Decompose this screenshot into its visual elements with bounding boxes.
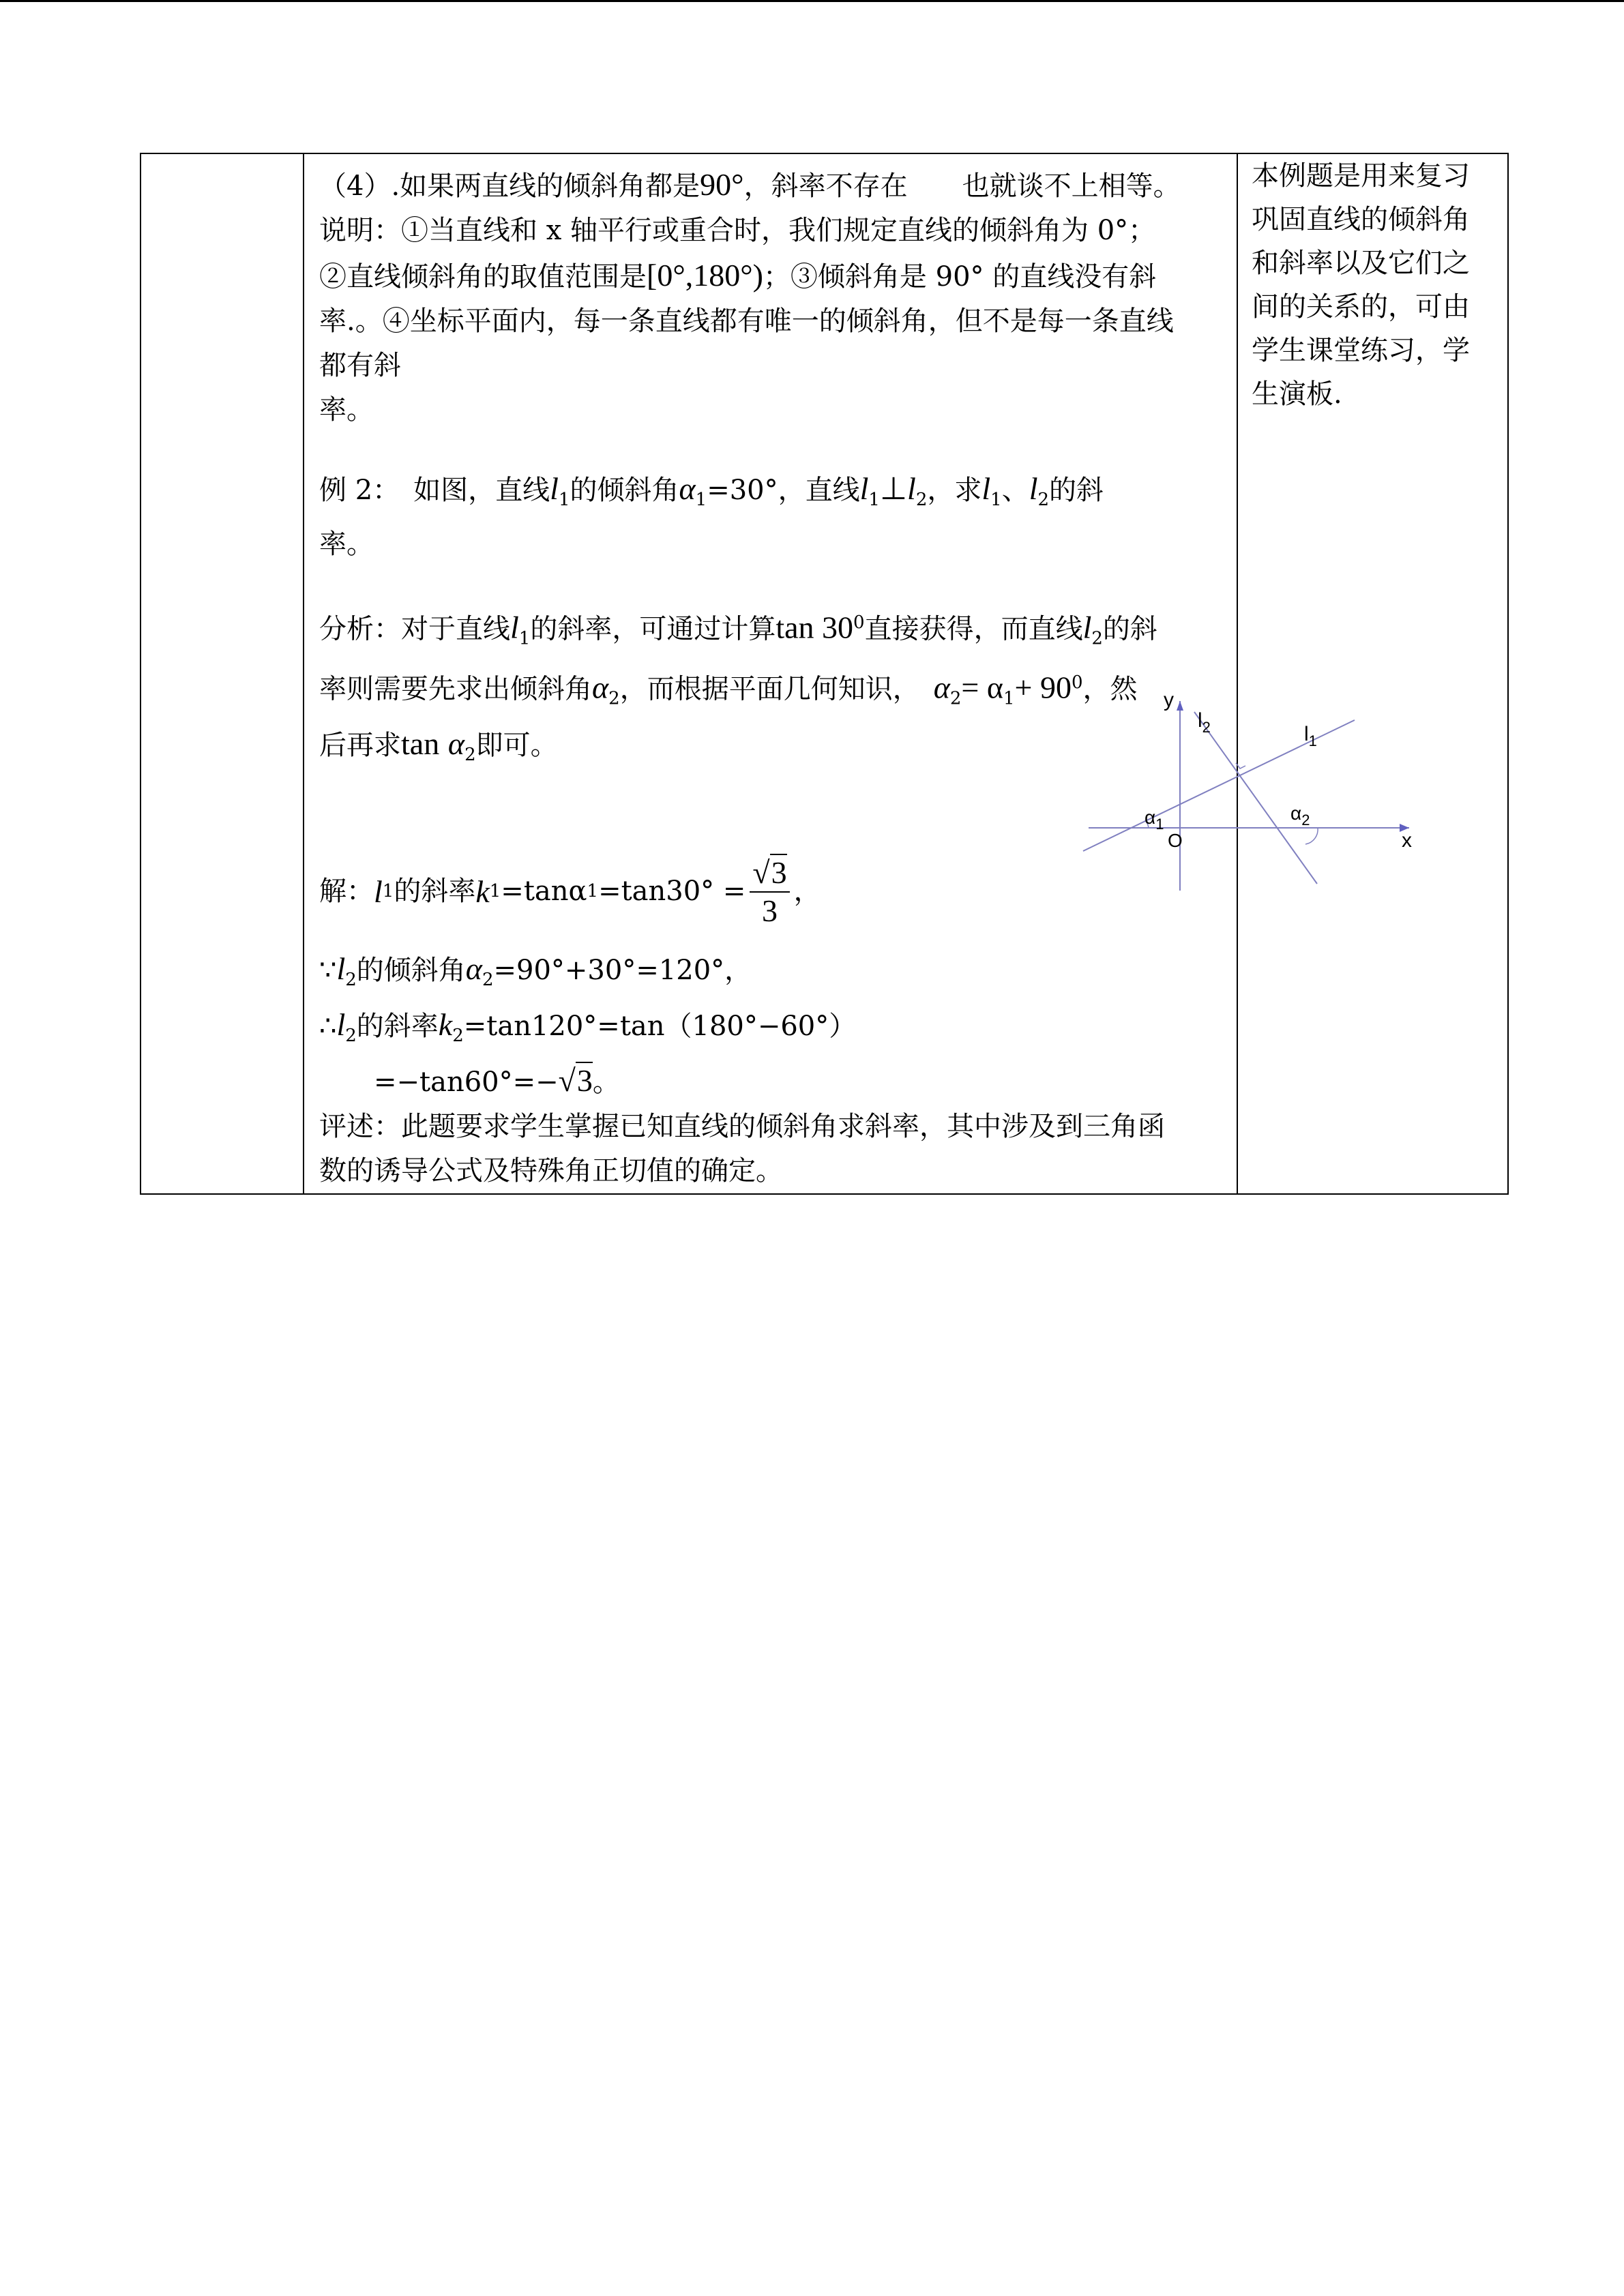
page-top-border (0, 0, 1624, 2)
solution-line-3: $\therefore l_2$的斜率$k_2=\tan 120^\circ=\tan(180^\circ-60^\circ)$ (319, 1007, 857, 1046)
explanation-line-4: 都有斜 (319, 350, 401, 381)
example-2-statement-end: 率。 (319, 528, 374, 560)
remark-cell (1237, 153, 1508, 1194)
explanation-line-2: ②直线倾斜角的取值范围是[0°,180°)；③倾斜角是 90° 的直线没有斜 (319, 258, 1157, 293)
review-line-2: 数的诱导公式及特殊角正切值的确定。 (319, 1154, 783, 1187)
l2-label: $l_2$ (1198, 709, 1211, 736)
teaching-remark (1238, 154, 1507, 416)
remark-line: 间的关系的，可由 (1252, 291, 1470, 323)
solution-line-4: =−tan60°=−√3。 (374, 1062, 620, 1098)
remark-line: 本例题是用来复习 (1252, 160, 1470, 192)
review-line-1: 评述：此题要求学生掌握已知直线的倾斜角求斜率，其中涉及到三角函 (319, 1110, 1165, 1142)
alpha2-arc (1305, 828, 1318, 844)
table-row (141, 153, 1508, 1194)
analysis-line-1: 分析：对于直线$l_1$的斜率，可通过计算$\tan 30^0$直接获得，而直线$l_2$的斜 (319, 610, 1157, 649)
explanation-line-1: 说明：①当直线和 x 轴平行或重合时，我们规定直线的倾斜角为 0°； (319, 215, 1156, 246)
line-l2 (1194, 712, 1317, 884)
solution-line-1: 解： l 1 的斜率 k 1 =tanα 1 =tan30° = $\frac{√3}{3}$ ， (319, 854, 821, 928)
remark-line: 巩固直线的倾斜角 (1252, 204, 1470, 235)
explanation-line-5: 率。 (319, 394, 374, 426)
l1-label: $l_1$ (1304, 723, 1317, 749)
right-angle-mark (1236, 763, 1245, 769)
remark-line: 生演板. (1252, 378, 1342, 410)
origin-label: O (1168, 830, 1183, 851)
example-2-statement: 例 2： 如图，直线$l_1$的倾斜角$\alpha_1=30^\circ$，直线$l_1\perp l_2$，求$l_1$、$l_2$的斜 (319, 471, 1104, 510)
point-4: （4）.如果两直线的倾斜角都是90°，斜率不存在 也就谈不上相等。 (319, 167, 1181, 202)
alpha2-label: $\alpha_2$ (1290, 803, 1310, 829)
solution-line-2: $\because l_2$的倾斜角$\alpha_2=90^\circ+30^\circ=120^\circ$， (319, 951, 752, 990)
y-axis-arrow (1177, 701, 1183, 711)
empty-left-cell (141, 153, 304, 1194)
remark-line: 和斜率以及它们之 (1252, 248, 1470, 279)
x-label: x (1402, 829, 1412, 852)
lines-diagram (1068, 693, 1423, 925)
analysis-line-2: 率则需要先求出倾斜角$\alpha_2$，而根据平面几何知识， $\alpha_2= \alpha_1+ 90^0$，然 (319, 670, 1138, 709)
lesson-table (140, 153, 1509, 1195)
sqrt3-over-3: $\frac{√3}{3}$ (750, 854, 789, 929)
analysis-line-3: 后再求$\tan \alpha_2$即可。 (319, 726, 558, 765)
explanation-line-3: 率.。④坐标平面内，每一条直线都有唯一的倾斜角，但不是每一条直线 (319, 305, 1174, 337)
remark-line: 学生课堂练习，学 (1252, 335, 1470, 366)
alpha1-label: $\alpha_1$ (1145, 807, 1164, 833)
y-label: y (1164, 693, 1174, 711)
